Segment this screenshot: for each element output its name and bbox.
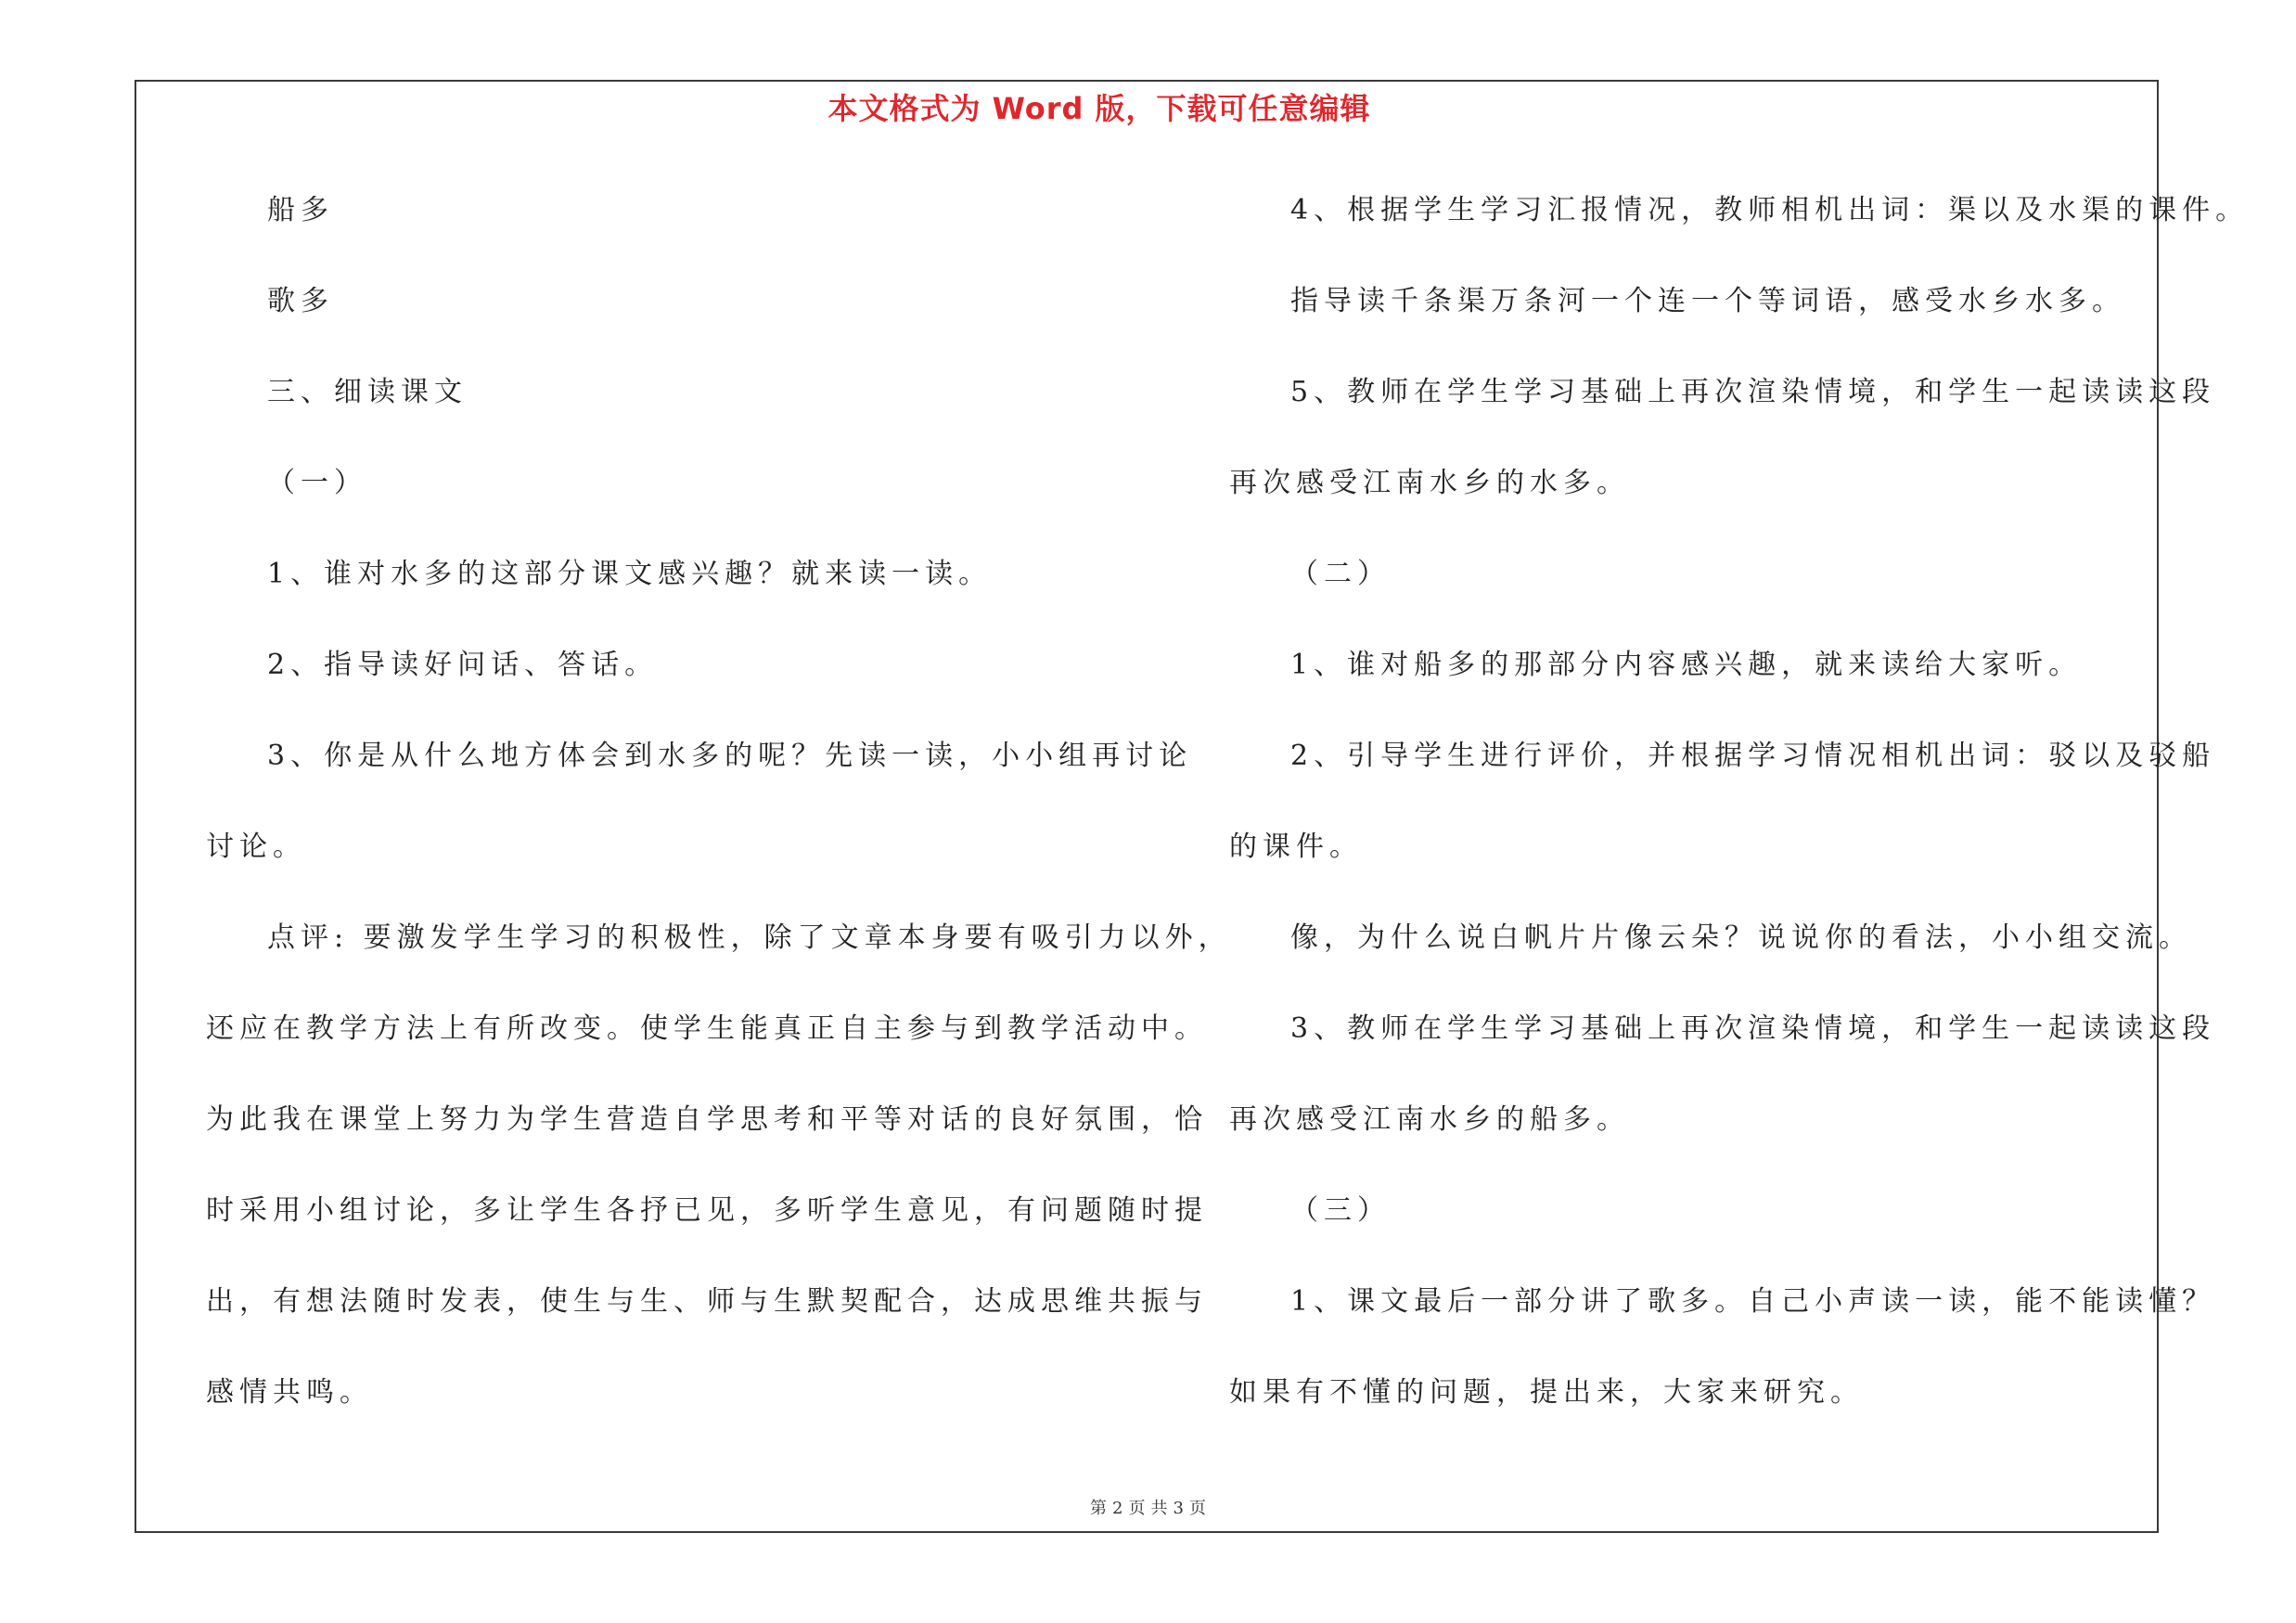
text-line: 歌多	[267, 285, 334, 317]
right-column	[1229, 184, 2250, 1457]
text-line: 5、教师在学生学习基础上再次渲染情境，和学生一起读读这段	[1290, 376, 2216, 408]
text-line: 如果有不懂的问题，提出来，大家来研究。	[1229, 1376, 1864, 1409]
text-line: 3、教师在学生学习基础上再次渲染情境，和学生一起读读这段	[1290, 1012, 2216, 1045]
footer-prefix: 第	[1090, 1499, 1108, 1518]
text-line: 时采用小组讨论，多让学生各抒已见，多听学生意见，有问题随时提	[206, 1194, 1208, 1227]
text-line: 感情共鸣。	[206, 1376, 373, 1409]
document-header: 本文格式为 Word 版，下载可任意编辑	[827, 91, 1371, 126]
text-line: 讨论。	[206, 831, 306, 863]
footer-page-word: 页	[1128, 1499, 1146, 1518]
footer-total-pages: 3	[1173, 1499, 1184, 1518]
text-line: （三）	[1290, 1194, 1391, 1227]
text-line: 指导读千条渠万条河一个连一个等词语，感受水乡水多。	[1290, 285, 2125, 317]
footer-total-word: 共	[1150, 1499, 1168, 1518]
text-line: 出，有想法随时发表，使生与生、师与生默契配合，达成思维共振与	[206, 1285, 1208, 1318]
text-line: 船多	[267, 194, 334, 226]
page-footer	[0, 1495, 2296, 1519]
text-line: 三、细读课文	[267, 376, 468, 408]
text-line: 1、课文最后一部分讲了歌多。自己小声读一读，能不能读懂？	[1290, 1285, 2216, 1318]
text-line: 1、谁对水多的这部分课文感兴趣？就来读一读。	[267, 558, 993, 590]
text-line: 4、根据学生学习汇报情况，教师相机出词：渠以及水渠的课件。	[1290, 194, 2250, 226]
text-line: 2、指导读好问话、答话。	[267, 649, 659, 681]
text-line: （一）	[267, 467, 367, 499]
text-line: 2、引导学生进行评价，并根据学习情况相机出词：驳以及驳船	[1290, 740, 2216, 772]
text-line: 再次感受江南水乡的船多。	[1229, 1103, 1630, 1136]
text-line: 像，为什么说白帆片片像云朵？说说你的看法，小小组交流。	[1290, 921, 2192, 954]
footer-current-page: 2	[1112, 1499, 1123, 1518]
text-line: 为此我在课堂上努力为学生营造自学思考和平等对话的良好氛围，恰	[206, 1103, 1208, 1136]
text-line: 再次感受江南水乡的水多。	[1229, 467, 1630, 499]
footer-suffix: 页	[1188, 1499, 1206, 1518]
text-line: 还应在教学方法上有所改变。使学生能真正自主参与到教学活动中。	[206, 1012, 1208, 1045]
left-column	[206, 184, 1232, 1457]
text-line: 的课件。	[1229, 831, 1363, 863]
text-line: 1、谁对船多的那部分内容感兴趣，就来读给大家听。	[1290, 649, 2083, 681]
text-line: 点评: 要激发学生学习的积极性，除了文章本身要有吸引力以外，	[267, 921, 1232, 954]
text-line: （二）	[1290, 558, 1391, 590]
text-line: 3、你是从什么地方体会到水多的呢？先读一读，小小组再讨论	[267, 740, 1193, 772]
